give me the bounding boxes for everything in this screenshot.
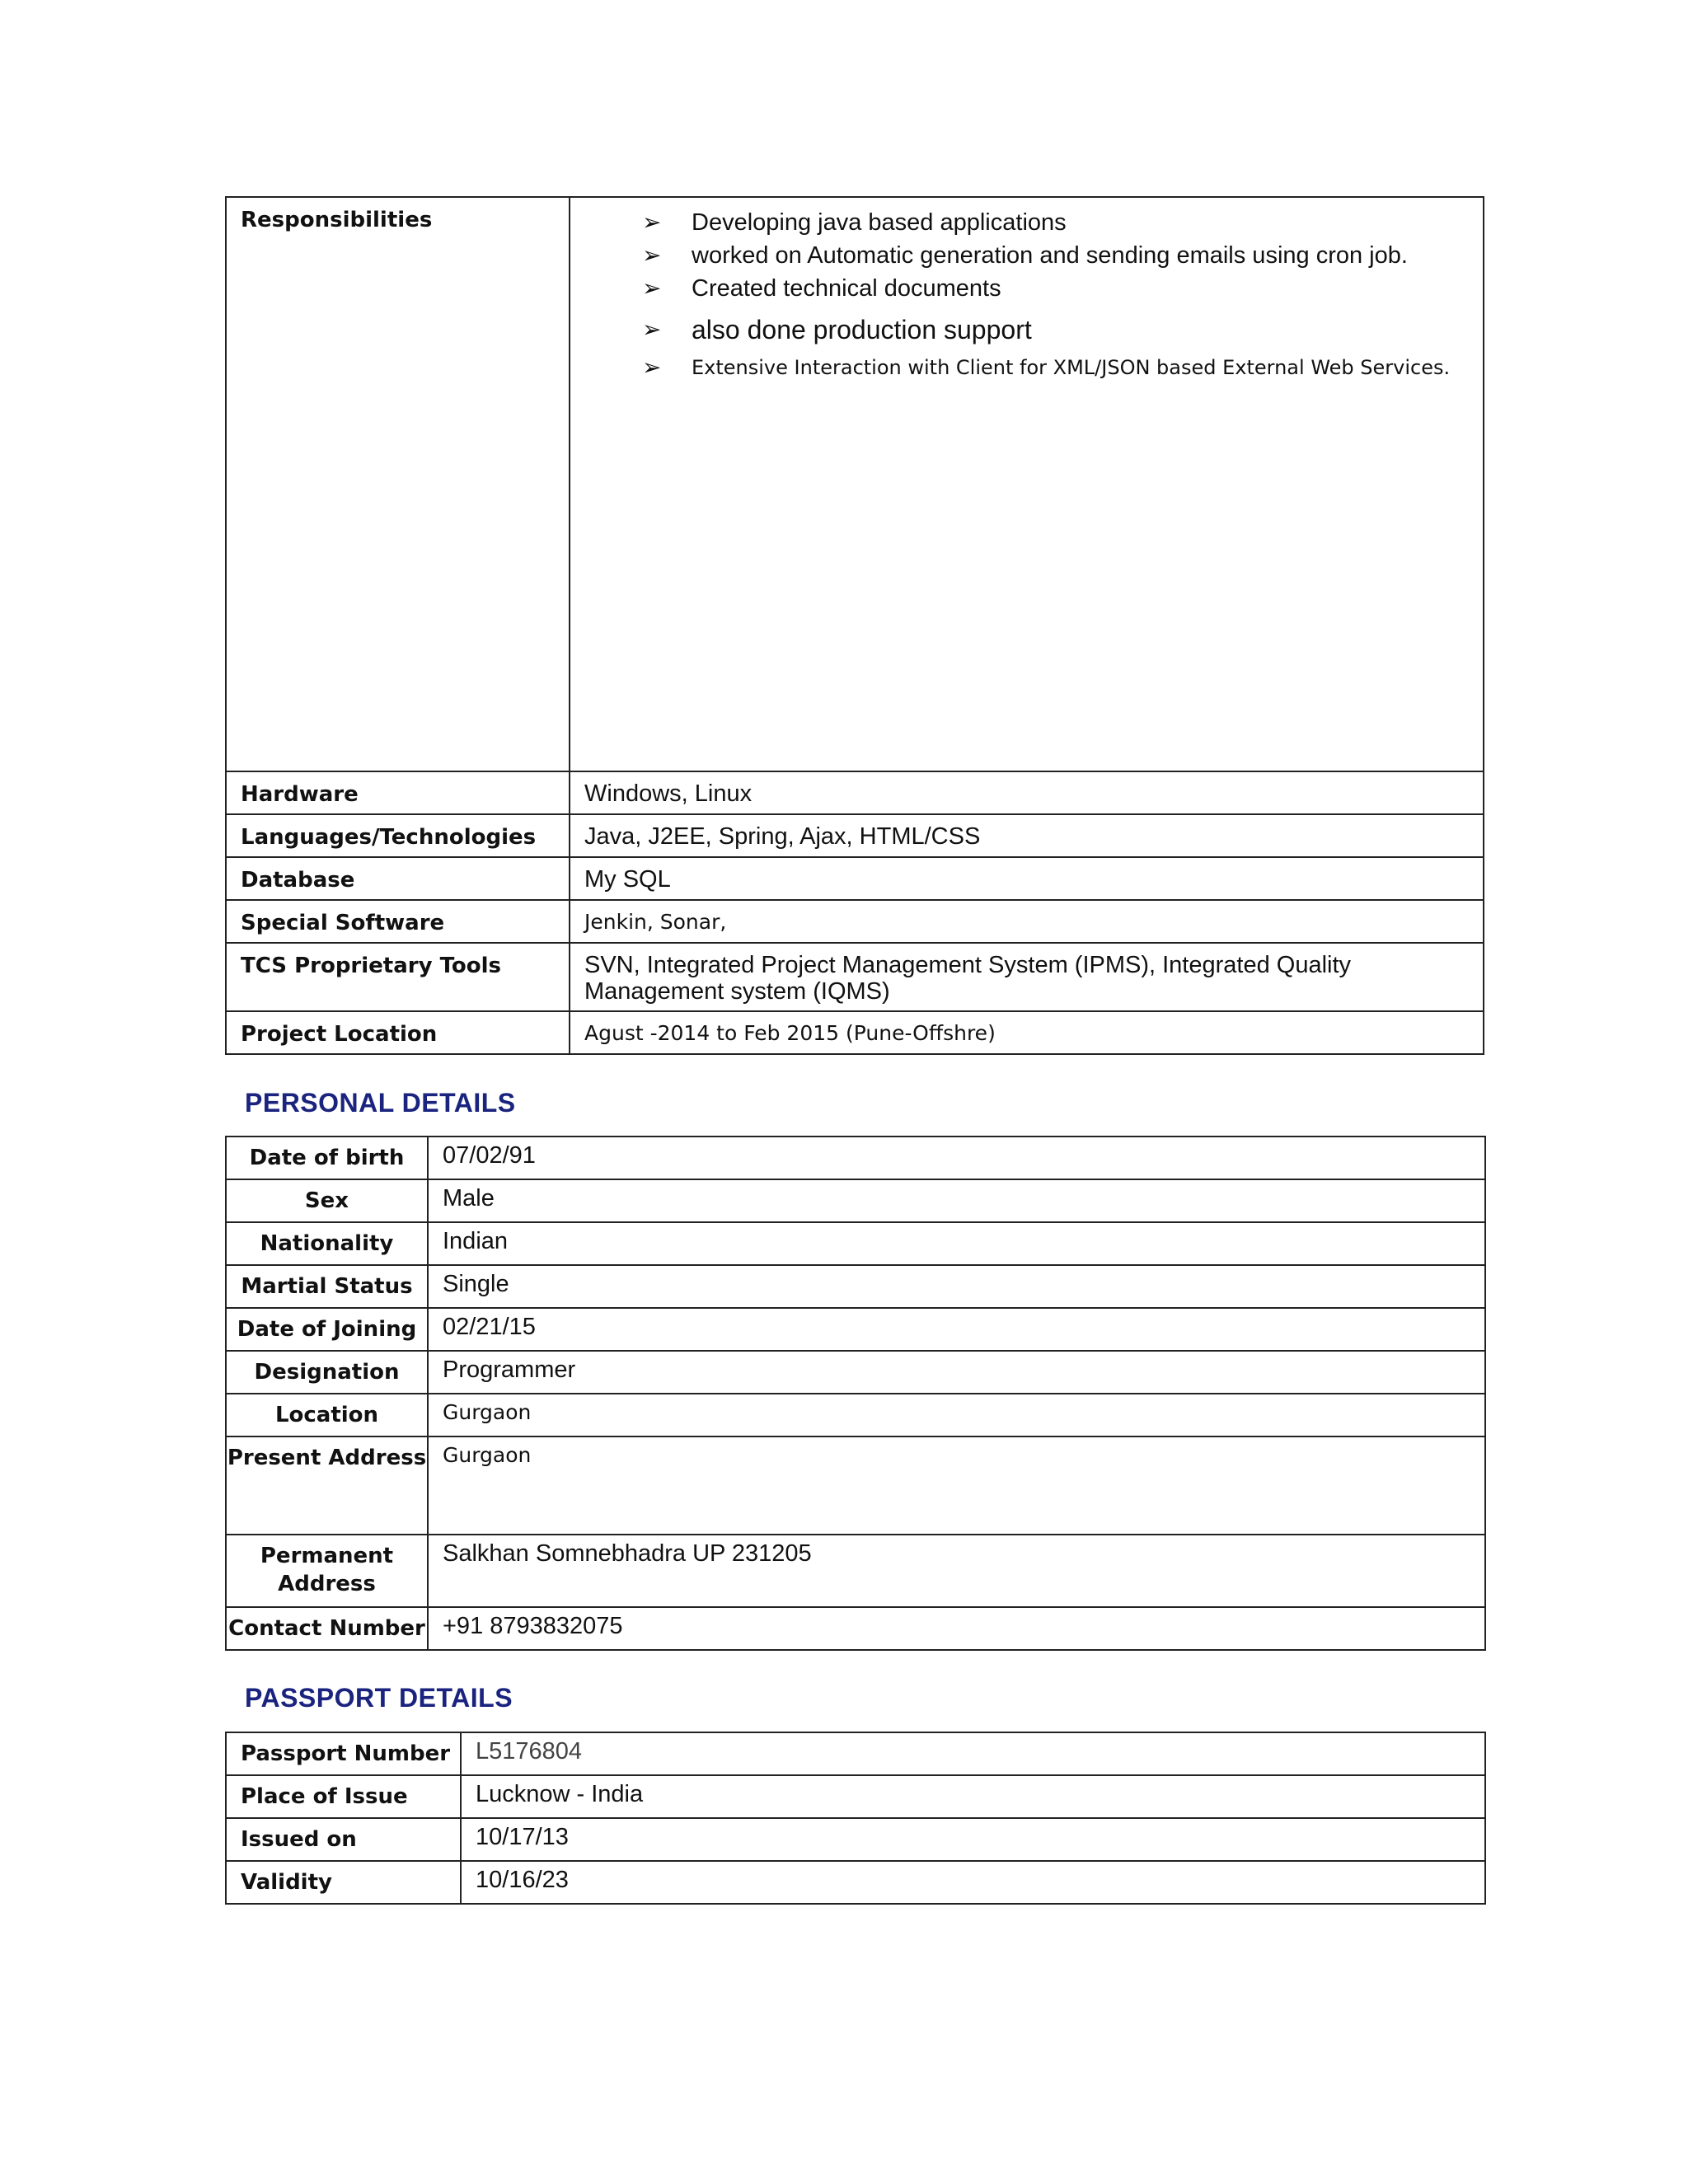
dob-label: Date of birth <box>226 1137 428 1179</box>
sex-value: Male <box>428 1179 1485 1222</box>
location-label: Location <box>226 1394 428 1436</box>
contact-number-value: +91 8793832075 <box>428 1607 1485 1650</box>
validity-value: 10/16/23 <box>461 1861 1485 1904</box>
personal-details-title: PERSONAL DETAILS <box>245 1088 516 1118</box>
table-row <box>226 1011 1484 1054</box>
date-of-joining-label: Date of Joining <box>226 1308 428 1351</box>
passport-details-table <box>225 1732 1486 1905</box>
sex-label: Sex <box>226 1179 428 1222</box>
arrow-bullet-icon: ➢ <box>642 354 662 381</box>
present-address-label: Present Address <box>226 1436 428 1535</box>
special-software-label: Special Software <box>226 900 570 943</box>
arrow-bullet-icon: ➢ <box>642 316 662 343</box>
special-software-value: Jenkin, Sonar, <box>570 900 1484 943</box>
list-item: ➢ Created technical documents <box>642 272 1483 305</box>
project-location-value: Agust -2014 to Feb 2015 (Pune-Offshre) <box>570 1011 1484 1054</box>
table-row <box>226 857 1484 900</box>
personal-details-table <box>225 1136 1486 1651</box>
contact-number-label: Contact Number <box>226 1607 428 1650</box>
table-row <box>226 1775 1485 1818</box>
list-item: ➢ Extensive Interaction with Client for XML/JSON based External Web Services. <box>642 349 1483 386</box>
table-row <box>226 197 1484 771</box>
table-row <box>226 1222 1485 1265</box>
responsibilities-cell <box>570 197 1484 771</box>
list-item: ➢ also done production support <box>642 310 1483 349</box>
table-row <box>226 1351 1485 1394</box>
passport-number-value: L5176804 <box>461 1732 1485 1775</box>
proprietary-tools-label: TCS Proprietary Tools <box>226 943 570 1011</box>
designation-value: Programmer <box>428 1351 1485 1394</box>
date-of-joining-value: 02/21/15 <box>428 1308 1485 1351</box>
table-row <box>226 1308 1485 1351</box>
hardware-value: Windows, Linux <box>570 771 1484 814</box>
table-row <box>226 1137 1485 1179</box>
database-label: Database <box>226 857 570 900</box>
database-value: My SQL <box>570 857 1484 900</box>
project-location-label: Project Location <box>226 1011 570 1054</box>
designation-label: Designation <box>226 1351 428 1394</box>
table-row <box>226 943 1484 1011</box>
table-row <box>226 1265 1485 1308</box>
table-row <box>226 1818 1485 1861</box>
languages-label: Languages/Technologies <box>226 814 570 857</box>
passport-details-title: PASSPORT DETAILS <box>245 1683 513 1713</box>
marital-status-label: Martial Status <box>226 1265 428 1308</box>
table-row <box>226 1535 1485 1607</box>
proprietary-tools-value: SVN, Integrated Project Management System (IPMS), Integrated Quality Management system (IQMS) <box>570 943 1484 1011</box>
list-item: ➢ Developing java based applications <box>642 206 1483 239</box>
table-row <box>226 1394 1485 1436</box>
dob-value: 07/02/91 <box>428 1137 1485 1179</box>
arrow-bullet-icon: ➢ <box>642 241 662 269</box>
location-value: Gurgaon <box>428 1394 1485 1436</box>
place-of-issue-value: Lucknow - India <box>461 1775 1485 1818</box>
passport-number-label: Passport Number <box>226 1732 461 1775</box>
table-row <box>226 771 1484 814</box>
arrow-bullet-icon: ➢ <box>642 209 662 236</box>
responsibilities-label: Responsibilities <box>226 197 570 771</box>
arrow-bullet-icon: ➢ <box>642 274 662 302</box>
table-row <box>226 1732 1485 1775</box>
hardware-label: Hardware <box>226 771 570 814</box>
permanent-address-value: Salkhan Somnebhadra UP 231205 <box>428 1535 1485 1607</box>
languages-value: Java, J2EE, Spring, Ajax, HTML/CSS <box>570 814 1484 857</box>
table-row <box>226 1179 1485 1222</box>
place-of-issue-label: Place of Issue <box>226 1775 461 1818</box>
marital-status-value: Single <box>428 1265 1485 1308</box>
table-row <box>226 814 1484 857</box>
table-row <box>226 900 1484 943</box>
permanent-address-label: Permanent Address <box>226 1535 428 1607</box>
table-row <box>226 1607 1485 1650</box>
list-item: ➢ worked on Automatic generation and sending emails using cron job. <box>642 239 1483 272</box>
issued-on-label: Issued on <box>226 1818 461 1861</box>
table-row <box>226 1436 1485 1535</box>
table-row <box>226 1861 1485 1904</box>
nationality-label: Nationality <box>226 1222 428 1265</box>
project-details-table <box>225 196 1484 1055</box>
responsibilities-list <box>584 206 1483 386</box>
validity-label: Validity <box>226 1861 461 1904</box>
issued-on-value: 10/17/13 <box>461 1818 1485 1861</box>
nationality-value: Indian <box>428 1222 1485 1265</box>
present-address-value: Gurgaon <box>428 1436 1485 1535</box>
